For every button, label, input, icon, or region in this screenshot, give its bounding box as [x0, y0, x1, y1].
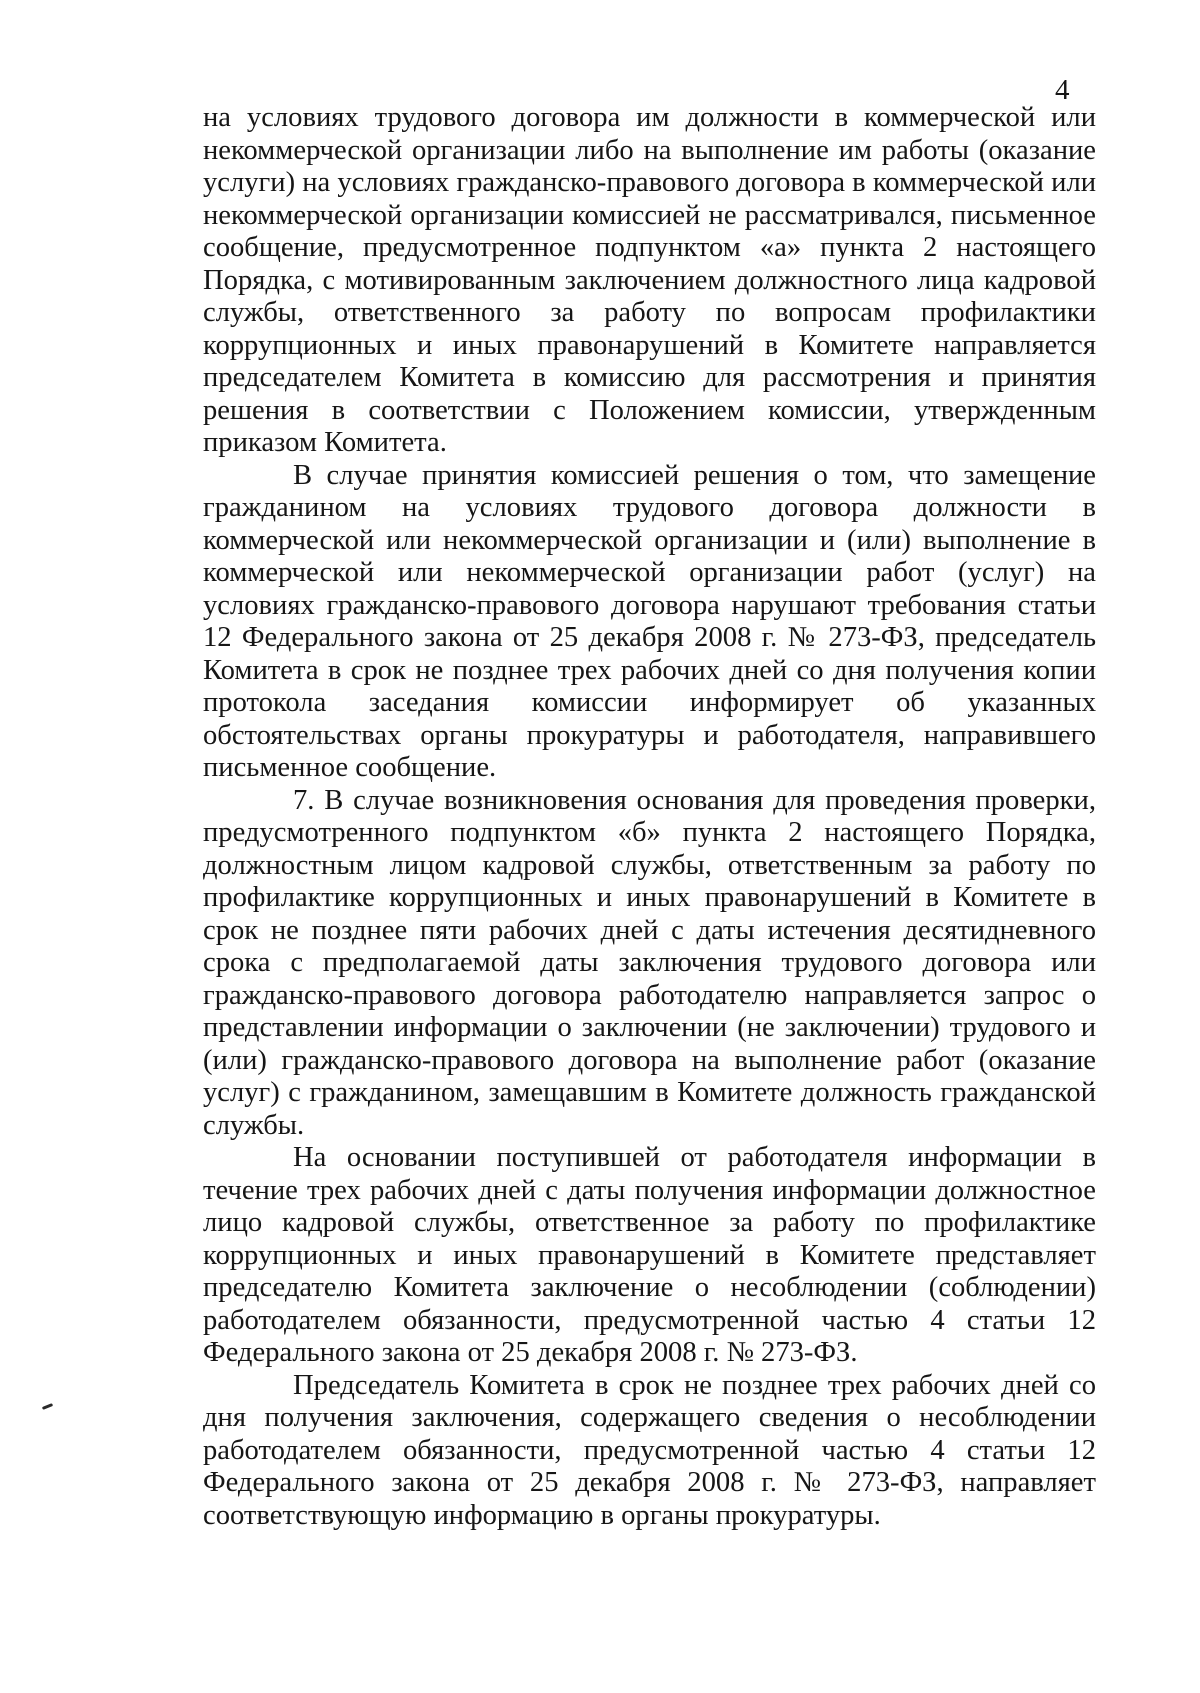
paragraph-commission-decision: В случае принятия комиссией решения о том, что замещение гражданином на условиях трудового договора должности в коммерческой или некоммерческой организации и (или) выполнение в коммерческой или некоммерческой организации работ (услуг) на условиях гражданско-правового договора нарушают требования статьи 12 Федерального закона от 25 декабря 2008 г. № 273-ФЗ, председатель Комитета в срок не позднее трех рабочих дней со дня получения копии протокола заседания комиссии информирует об указанных обстоятельствах органы прокуратуры и работодателя, направившего письменное сообщение. [203, 459, 1096, 783]
paragraph-continuation: на условиях трудового договора им должности в коммерческой или некоммерческой организации либо на выполнение им работы (оказание услуги) на условиях гражданско-правового договора в коммерческой или некоммерческой организации комиссией не рассматривался, письменное сообщение, предусмотренное подпунктом «а» пункта 2 настоящего Порядка, с мотивированным заключением должностного лица кадровой службы, ответственного за работу по вопросам профилактики коррупционных и иных правонарушений в Комитете направляется председателем Комитета в комиссию для рассмотрения и принятия решения в соответствии с Положением комиссии, утвержденным приказом Комитета. [203, 102, 1097, 458]
scan-mark [42, 1403, 53, 1410]
page-number: 4 [1055, 74, 1070, 106]
paragraph-chairman-notice: Председатель Комитета в срок не позднее трех рабочих дней со дня получения заключения, содержащего сведения о несоблюдении работодателем обязанности, предусмотренной частью 4 статьи 12 Федерального закона от 25 декабря 2008 г. № 273-ФЗ, направляет соответствующую информацию в органы прокуратуры. [203, 1369, 1096, 1531]
paragraph-item-7: 7. В случае возникновения основания для проведения проверки, предусмотренного подпунктом «б» пункта 2 настоящего Порядка, должностным лицом кадровой службы, ответственным за работу по профилактике коррупционных и иных правонарушений в Комитете в срок не позднее пяти рабочих дней с даты истечения десятидневного срока с предполагаемой даты заключения трудового договора или гражданско-правового договора работодателю направляется запрос о представлении информации о заключении (не заключении) трудового и (или) гражданско-правового договора на выполнение работ (оказание услуг) с гражданином, замещавшим в Комитете должность гражданской службы. [203, 784, 1096, 1141]
paragraph-employer-information: На основании поступившей от работодателя информации в течение трех рабочих дней с даты получения информации должностное лицо кадровой службы, ответственное за работу по профилактике коррупционных и иных правонарушений в Комитете представляет председателю Комитета заключение о несоблюдении (соблюдении) работодателем обязанности, предусмотренной частью 4 статьи 12 Федерального закона от 25 декабря 2008 г. № 273-ФЗ. [203, 1142, 1096, 1368]
document-body [203, 102, 1096, 1532]
